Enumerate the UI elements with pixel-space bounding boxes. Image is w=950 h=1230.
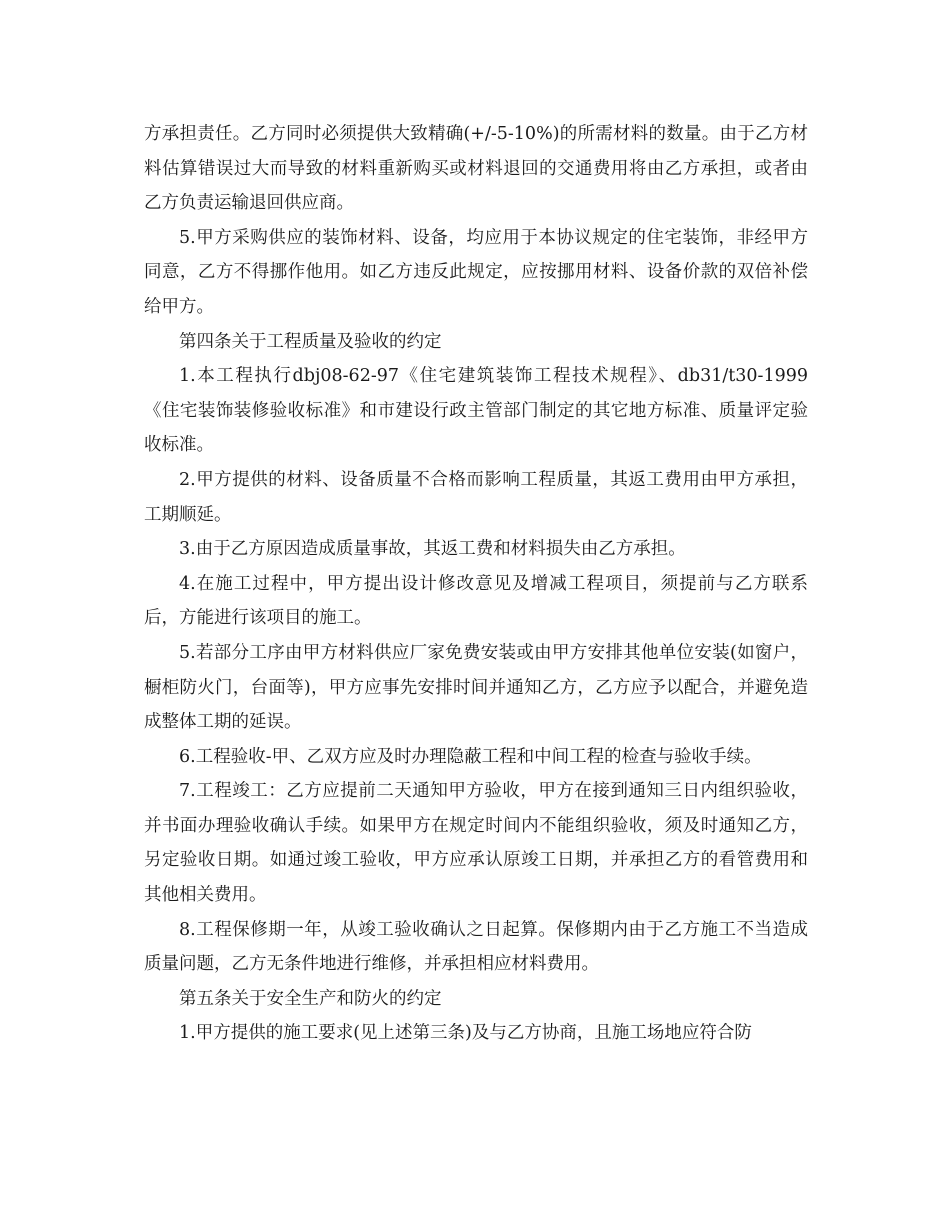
paragraph-13: 1.甲方提供的施工要求(见上述第三条)及与乙方协商，且施工场地应符合防: [179, 1023, 752, 1044]
paragraph-7: 4.在施工过程中，甲方提出设计修改意见及增减工程项目，须提前与乙方联系后，方能进行该项目的施工。: [144, 573, 808, 629]
paragraph-9: 6.工程验收-甲、乙双方应及时办理隐蔽工程和中间工程的检查与验收手续。: [179, 746, 762, 767]
paragraph-10: 7.工程竣工：乙方应提前二天通知甲方验收，甲方在接到通知三日内组织验收，并书面办理验收确认手续。如果甲方在规定时间内不能组织验收，须及时通知乙方，另定验收日期。如通过竣工验收，甲方应承认原竣工日期，并承担乙方的看管费用和其他相关费用。: [144, 781, 808, 906]
paragraph-11: 8.工程保修期一年，从竣工验收确认之日起算。保修期内由于乙方施工不当造成质量问题，乙方无条件地进行维修，并承担相应材料费用。: [144, 919, 808, 975]
paragraph-6: 3.由于乙方原因造成质量事故，其返工费和材料损失由乙方承担。: [179, 539, 686, 560]
document-body: [144, 117, 808, 1051]
paragraph-1: 方承担责任。乙方同时必须提供大致精确(+/-5-10%)的所需材料的数量。由于乙方材料估算错误过大而导致的材料重新购买或材料退回的交通费用将由乙方承担，或者由乙方负责运输退回供应商。: [144, 124, 808, 214]
paragraph-8: 5.若部分工序由甲方材料供应厂家免费安装或由甲方安排其他单位安装(如窗户，橱柜防火门，台面等)，甲方应事先安排时间并通知乙方，乙方应予以配合，并避免造成整体工期的延误。: [144, 642, 808, 733]
paragraph-2: 5.甲方采购供应的装饰材料、设备，均应用于本协议规定的住宅装饰，非经甲方同意，乙方不得挪作他用。如乙方违反此规定，应按挪用材料、设备价款的双倍补偿给甲方。: [144, 227, 808, 317]
paragraph-4: 1.本工程执行dbj08-62-97《住宅建筑装饰工程技术规程》、db31/t30-1999《住宅装饰装修验收标准》和市建设行政主管部门制定的其它地方标准、质量评定验收标准。: [144, 366, 808, 456]
paragraph-5: 2.甲方提供的材料、设备质量不合格而影响工程质量，其返工费用由甲方承担，工期顺延。: [144, 469, 808, 525]
section-heading-5: 第五条关于安全生产和防火的约定: [179, 988, 442, 1009]
section-heading-4: 第四条关于工程质量及验收的约定: [179, 331, 442, 352]
